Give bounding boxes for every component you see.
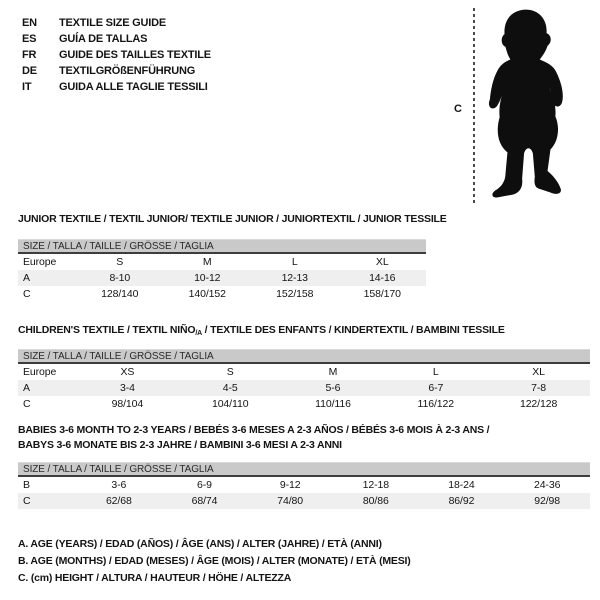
language-row	[22, 63, 211, 79]
language-code: IT	[22, 81, 32, 93]
size-cell: 128/140	[101, 288, 139, 300]
language-row	[22, 31, 211, 47]
language-label: TEXTILE SIZE GUIDE	[59, 17, 167, 29]
table-row	[18, 493, 590, 509]
size-cell: 104/110	[211, 398, 249, 410]
size-cell: XL	[375, 256, 389, 268]
title-subscript: /A	[195, 330, 202, 337]
table-row	[18, 396, 590, 412]
language-code: FR	[22, 49, 37, 61]
table-row	[18, 254, 426, 270]
size-header-bar: SIZE / TALLA / TAILLE / GRÖSSE / TAGLIA	[18, 462, 590, 477]
junior-size-table	[18, 239, 426, 302]
size-cell: L	[291, 256, 298, 268]
row-label: Europe	[23, 256, 57, 268]
row-label: A	[23, 382, 30, 394]
row-label: C	[23, 398, 31, 410]
children-size-table	[18, 349, 590, 412]
table-row	[18, 364, 590, 380]
size-cell: S	[116, 256, 124, 268]
language-label: GUIDA ALLE TAGLIE TESSILI	[59, 81, 208, 93]
size-cell: 14-16	[369, 272, 396, 284]
size-cell: XL	[532, 366, 545, 378]
language-row	[22, 79, 211, 95]
size-cell: 3-4	[119, 382, 135, 394]
babies-size-table	[18, 462, 590, 509]
size-cell: 158/170	[363, 288, 401, 300]
size-cell: XS	[120, 366, 135, 378]
size-cell: 8-10	[109, 272, 131, 284]
language-label: GUÍA DE TALLAS	[59, 33, 148, 45]
size-cell: 98/104	[111, 398, 144, 410]
size-cell: 68/74	[191, 495, 218, 507]
size-cell: 6-9	[197, 479, 212, 491]
size-cell: S	[226, 366, 234, 378]
language-label: TEXTILGRÖßENFÜHRUNG	[59, 65, 196, 77]
footnote: B. AGE (MONTHS) / EDAD (MESES) / ÂGE (MOIS) / ALTER (MONATE) / ETÀ (MESI)	[18, 555, 411, 567]
size-cell: 86/92	[448, 495, 475, 507]
size-header-bar: SIZE / TALLA / TAILLE / GRÖSSE / TAGLIA	[18, 349, 590, 364]
size-cell: 92/98	[534, 495, 561, 507]
size-cell: 12-18	[362, 479, 389, 491]
size-cell: 12-13	[281, 272, 308, 284]
row-label: Europe	[23, 366, 57, 378]
size-cell: 9-12	[279, 479, 301, 491]
title-line: BABYS 3-6 MONATE BIS 2-3 JAHRE / BAMBINI 3-6 MESI A 2-3 ANNI	[18, 439, 342, 451]
row-label: B	[23, 479, 30, 491]
table-row	[18, 286, 426, 302]
size-cell: M	[202, 256, 212, 268]
language-code: ES	[22, 33, 37, 45]
children-table-title	[18, 323, 593, 341]
size-cell: 110/116	[315, 398, 351, 410]
language-list	[22, 15, 211, 95]
language-label: GUIDE DES TAILLES TEXTILE	[59, 49, 211, 61]
title-text: CHILDREN'S TEXTILE / TEXTIL NIÑO	[18, 324, 196, 336]
row-label: C	[23, 495, 31, 507]
height-measure-line	[473, 8, 475, 206]
language-row	[22, 47, 211, 63]
table-row	[18, 380, 590, 396]
size-cell: 3-6	[111, 479, 127, 491]
size-cell: 24-36	[533, 479, 561, 491]
title-text: / TEXTILE DES ENFANTS / KINDERTEXTIL / BAMBINI TESSILE	[201, 324, 505, 336]
row-label: A	[23, 272, 30, 284]
babies-table-title	[18, 423, 593, 453]
table-row	[18, 270, 426, 286]
size-cell: 152/158	[276, 288, 314, 300]
language-code: EN	[22, 17, 37, 29]
junior-table-title: JUNIOR TEXTILE / TEXTIL JUNIOR/ TEXTILE JUNIOR / JUNIORTEXTIL / JUNIOR TESSILE	[18, 213, 447, 225]
size-header-bar: SIZE / TALLA / TAILLE / GRÖSSE / TAGLIA	[18, 239, 426, 254]
title-line: BABIES 3-6 MONTH TO 2-3 YEARS / BEBÉS 3-6 MESES A 2-3 AÑOS / BÉBÉS 3-6 MOIS À 2-3 ANS /	[18, 424, 490, 436]
height-label: C	[454, 103, 462, 115]
size-cell: 7-8	[531, 382, 547, 394]
size-cell: 122/128	[519, 398, 558, 410]
size-cell: 18-24	[448, 479, 475, 491]
size-cell: 10-12	[194, 272, 221, 284]
size-cell: 4-5	[222, 382, 238, 394]
footnote: C. (cm) HEIGHT / ALTURA / HAUTEUR / HÖHE / ALTEZZA	[18, 572, 292, 584]
footnotes	[18, 536, 411, 587]
table-row	[18, 477, 590, 493]
size-cell: 62/68	[105, 495, 132, 507]
size-cell: 140/152	[188, 288, 226, 300]
size-cell: 74/80	[277, 495, 304, 507]
size-cell: 5-6	[325, 382, 341, 394]
footnote: A. AGE (YEARS) / EDAD (AÑOS) / ÂGE (ANS) / ALTER (JAHRE) / ETÀ (ANNI)	[18, 538, 382, 550]
language-code: DE	[22, 65, 37, 77]
size-cell: 80/86	[362, 495, 389, 507]
size-cell: 6-7	[428, 382, 444, 394]
size-cell: L	[432, 366, 439, 378]
size-cell: M	[328, 366, 338, 378]
row-label: C	[23, 288, 31, 300]
toddler-silhouette-icon	[483, 4, 571, 205]
language-row	[22, 15, 211, 31]
size-cell: 116/122	[417, 398, 455, 410]
